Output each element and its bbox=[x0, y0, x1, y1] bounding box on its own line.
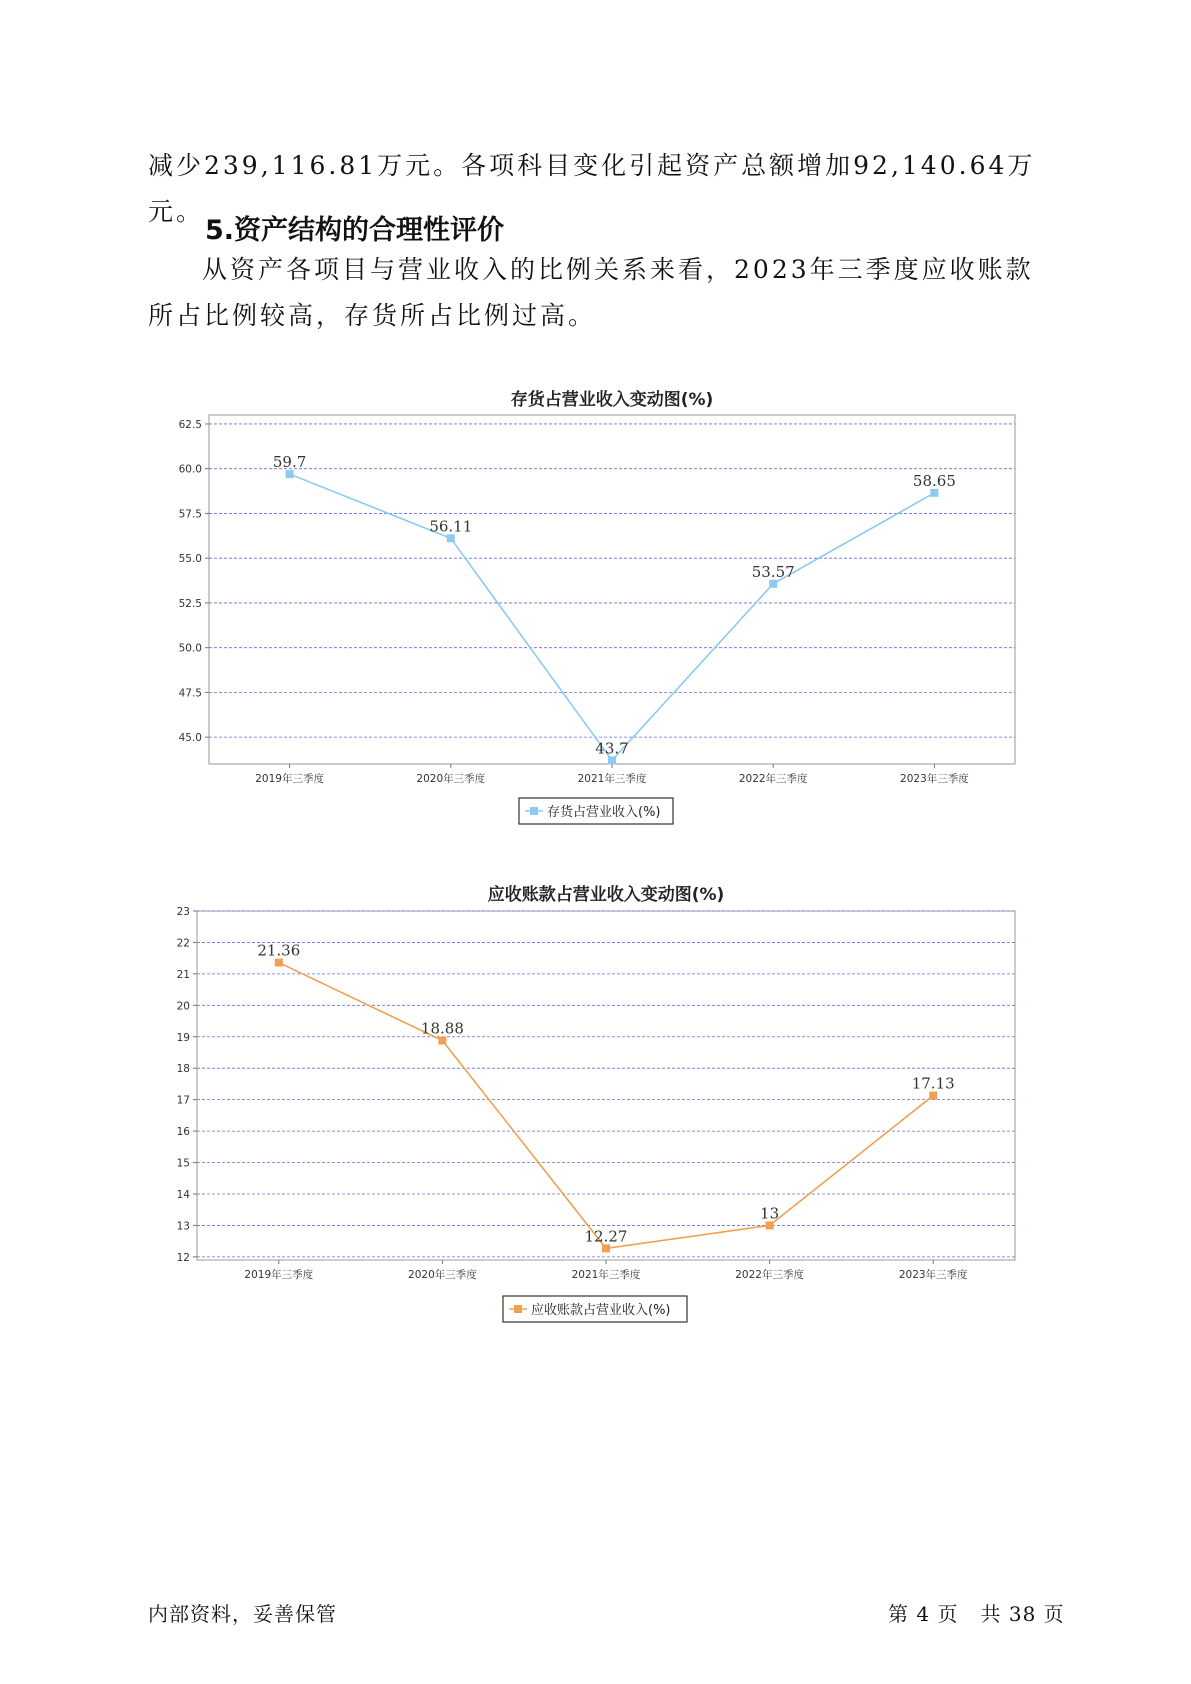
y-tick-label: 14 bbox=[176, 1188, 190, 1201]
paragraph-continuation: 减少239,116.81万元。各项科目变化引起资产总额增加92,140.64万元。 bbox=[148, 151, 1036, 226]
section-heading: 5.资产结构的合理性评价 bbox=[205, 215, 505, 246]
y-tick-label: 23 bbox=[176, 906, 190, 918]
y-tick-label: 45.0 bbox=[178, 732, 202, 745]
y-tick-label: 62.5 bbox=[178, 418, 202, 431]
x-tick-label: 2023年三季度 bbox=[898, 1269, 968, 1281]
data-point bbox=[602, 1244, 610, 1252]
y-tick-label: 15 bbox=[176, 1157, 190, 1170]
data-label: 56.11 bbox=[429, 517, 473, 536]
y-tick-label: 20 bbox=[176, 1000, 190, 1013]
x-tick-label: 2020年三季度 bbox=[408, 1269, 477, 1281]
data-label: 18.88 bbox=[420, 1019, 464, 1038]
data-label: 58.65 bbox=[912, 471, 956, 490]
data-label: 21.36 bbox=[257, 941, 301, 960]
data-label: 17.13 bbox=[911, 1074, 955, 1093]
footer-note: 内部资料，妥善保管 bbox=[148, 1602, 337, 1626]
x-tick-label: 2022年三季度 bbox=[738, 773, 808, 785]
y-tick-label: 12 bbox=[176, 1251, 190, 1264]
y-tick-label: 18 bbox=[176, 1063, 190, 1076]
y-tick-label: 19 bbox=[176, 1031, 190, 1044]
data-label: 12.27 bbox=[584, 1227, 628, 1246]
y-tick-label: 22 bbox=[176, 937, 190, 950]
chart-title: 存货占营业收入变动图(%) bbox=[510, 390, 714, 410]
data-point bbox=[275, 959, 283, 967]
legend-marker bbox=[514, 1305, 522, 1313]
x-tick-label: 2022年三季度 bbox=[735, 1269, 804, 1281]
y-tick-label: 52.5 bbox=[178, 597, 202, 610]
y-tick-label: 50.0 bbox=[178, 642, 202, 655]
data-label: 43.7 bbox=[595, 739, 629, 758]
x-tick-label: 2019年三季度 bbox=[255, 773, 324, 785]
x-tick-label: 2021年三季度 bbox=[571, 1269, 641, 1281]
x-tick-label: 2019年三季度 bbox=[244, 1269, 314, 1281]
plot-area bbox=[197, 911, 1015, 1260]
x-tick-label: 2021年三季度 bbox=[577, 773, 647, 785]
x-tick-label: 2020年三季度 bbox=[416, 773, 486, 785]
legend-label: 存货占营业收入(%) bbox=[547, 805, 661, 820]
paragraph-analysis: 从资产各项目与营业收入的比例关系来看，2023年三季度应收账款所占比例较高，存货所占比例过高。 bbox=[148, 255, 1034, 330]
data-point bbox=[766, 1221, 774, 1229]
data-label: 13 bbox=[760, 1204, 780, 1223]
y-tick-label: 17 bbox=[176, 1094, 190, 1107]
y-tick-label: 13 bbox=[176, 1220, 190, 1233]
legend-label: 应收账款占营业收入(%) bbox=[531, 1303, 671, 1318]
y-tick-label: 57.5 bbox=[178, 508, 202, 521]
y-tick-label: 55.0 bbox=[178, 553, 202, 566]
footer-page-number: 第 4 页 共 38 页 bbox=[888, 1602, 1065, 1626]
y-tick-label: 16 bbox=[176, 1126, 190, 1139]
data-label: 53.57 bbox=[751, 562, 795, 581]
y-tick-label: 21 bbox=[176, 968, 190, 981]
y-tick-label: 47.5 bbox=[178, 687, 202, 700]
y-tick-label: 60.0 bbox=[178, 463, 202, 476]
chart-title: 应收账款占营业收入变动图(%) bbox=[487, 885, 725, 905]
data-label: 59.7 bbox=[272, 453, 307, 472]
data-point bbox=[438, 1037, 446, 1045]
x-tick-label: 2023年三季度 bbox=[900, 773, 969, 785]
data-point bbox=[929, 1092, 937, 1100]
